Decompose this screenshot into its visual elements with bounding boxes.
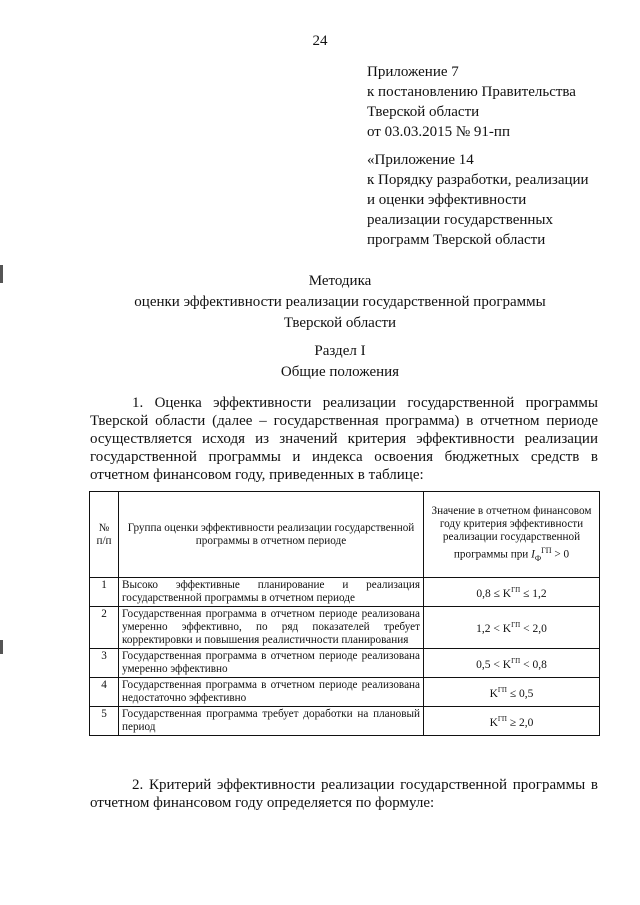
paragraph-1: 1. Оценка эффективности реализации государственной программы Тверской области (далее – государственная программа) в отчетном периоде осуществляется исходя из значений критерия эффективности реализации государственной программы и индекса освоения бюджетных средств в отчетном финансовом году, приведенных в таблице: (90, 395, 598, 483)
row-value (424, 649, 600, 678)
annex-14-block (367, 150, 589, 250)
scan-edge-mark (0, 265, 3, 283)
annex-7-block (367, 62, 576, 142)
value-sup: ГП (497, 714, 507, 723)
row-value (424, 607, 600, 649)
value-rest: ≥ 2,0 (506, 716, 534, 729)
annex-line: Приложение 7 (367, 64, 459, 80)
annex-line: от 03.03.2015 № 91-пп (367, 124, 510, 140)
section-number: Раздел I (314, 343, 366, 359)
value-rest: ≤ 0,5 (506, 687, 534, 700)
value-text: 0,8 ≤ K (476, 587, 512, 600)
row-value (424, 707, 600, 736)
row-value (424, 678, 600, 707)
value-sup: ГП (511, 656, 521, 665)
row-num: 3 (90, 649, 119, 678)
value-sup: ГП (511, 585, 521, 594)
row-group: Государственная программа требует доработки на плановый период (119, 707, 424, 736)
paragraph-2: 2. Критерий эффективности реализации государственной программы в отчетном финансовом году определяется по формуле: (90, 777, 598, 811)
header-value-rest: > 0 (551, 548, 570, 561)
table-row (90, 578, 600, 607)
annex-line: реализации государственных (367, 212, 554, 228)
section-heading (60, 341, 620, 383)
value-rest: ≤ 1,2 (520, 587, 547, 600)
annex-line: «Приложение 14 (367, 152, 474, 168)
value-rest: < 0,8 (520, 658, 547, 671)
header-group: Группа оценки эффективности реализации государственной программы в отчетном периоде (119, 492, 424, 578)
value-sup: ГП (497, 685, 507, 694)
annex-line: и оценки эффективности (367, 192, 527, 208)
row-group: Государственная программа в отчетном периоде реализована умеренно эффективно, по ряд показателей требует корректировки и повышения реалистичности планирования (119, 607, 424, 649)
value-text: 0,5 < K (476, 658, 512, 671)
row-num: 4 (90, 678, 119, 707)
header-value-symbol: I (531, 548, 535, 561)
row-num: 5 (90, 707, 119, 736)
row-group: Государственная программа в отчетном периоде реализована умеренно эффективно (119, 649, 424, 678)
table-row (90, 707, 600, 736)
value-rest: < 2,0 (520, 622, 547, 635)
page-number: 24 (312, 33, 328, 49)
row-value (424, 578, 600, 607)
scan-edge-mark (0, 640, 3, 654)
title-line: оценки эффективности реализации государственной программы (134, 294, 546, 310)
document-title (60, 271, 620, 334)
value-text: K (489, 716, 498, 729)
row-group: Государственная программа в отчетном периоде реализована недостаточно эффективно (119, 678, 424, 707)
value-sup: ГП (511, 621, 521, 630)
section-title: Общие положения (280, 364, 400, 380)
table-row (90, 607, 600, 649)
row-num: 1 (90, 578, 119, 607)
title-line: Методика (308, 273, 372, 289)
annex-line: к постановлению Правительства (367, 84, 576, 100)
header-value-sub: Ф (534, 553, 542, 563)
efficiency-table (89, 491, 600, 736)
header-value (424, 492, 600, 578)
annex-line: к Порядку разработки, реализации (367, 172, 589, 188)
table-row (90, 649, 600, 678)
header-value-sup: ГП (541, 545, 552, 555)
value-text: K (489, 687, 498, 700)
row-num: 2 (90, 607, 119, 649)
header-value-text: Значение в отчетном финансовом году критерия эффективности реализации государственной программы при (431, 504, 592, 561)
value-text: 1,2 < K (476, 622, 512, 635)
table-row (90, 678, 600, 707)
annex-line: Тверской области (367, 104, 480, 120)
header-num: № п/п (90, 492, 119, 578)
table-header-row (90, 492, 600, 578)
annex-line: программ Тверской области (367, 232, 546, 248)
title-line: Тверской области (283, 315, 397, 331)
row-group: Высоко эффективные планирование и реализация государственной программы в отчетном периоде (119, 578, 424, 607)
